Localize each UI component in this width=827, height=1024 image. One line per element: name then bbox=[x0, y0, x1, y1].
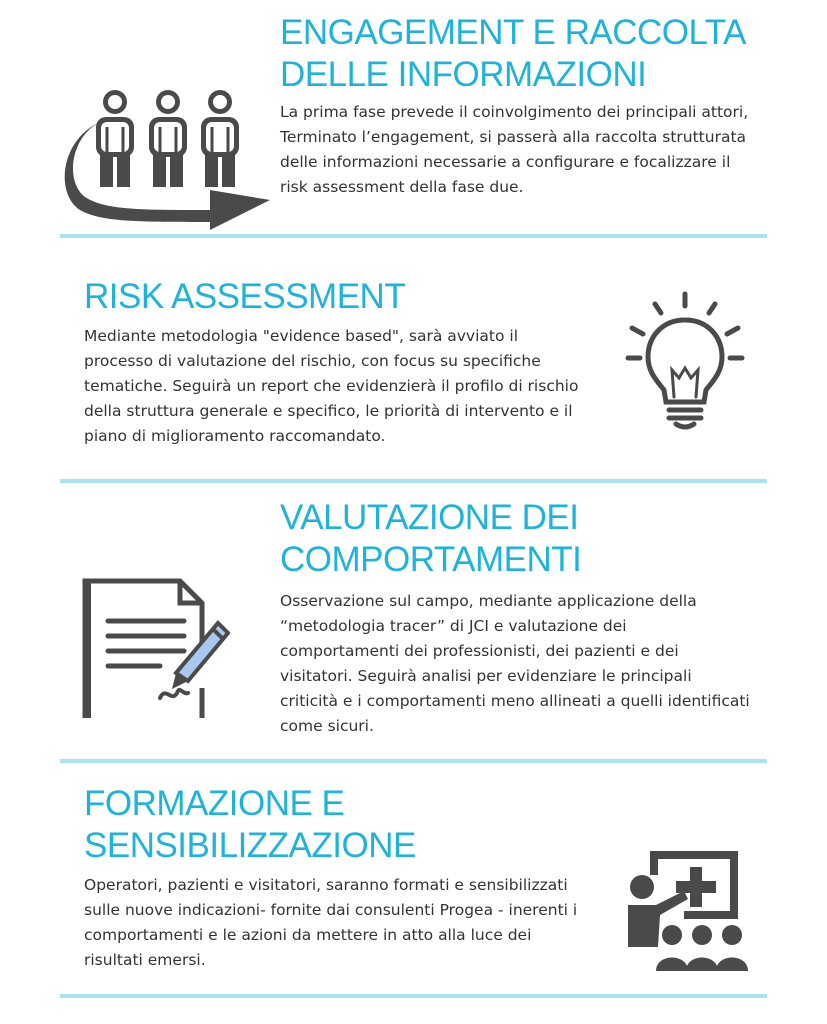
title-line: VALUTAZIONE DEI bbox=[280, 498, 579, 537]
section-risk-assessment bbox=[0, 240, 827, 485]
section-valutazione bbox=[0, 485, 827, 765]
lightbulb-icon bbox=[624, 290, 746, 432]
section-engagement bbox=[0, 0, 827, 240]
section-body: Operatori, pazienti e visitatori, saranno formati e sensibilizzati sulle nuove indicazioni- fornite dai consulenti Progea - inerenti i comportamenti e le azioni da mettere in atto alla luce dei risultati emersi. bbox=[84, 876, 578, 969]
document-signature-icon bbox=[80, 573, 230, 723]
section-divider bbox=[60, 994, 767, 998]
section-body: Mediante metodologia "evidence based", sarà avviato il processo di valutazione del rischio, con focus su specifiche tematiche. Seguirà un report che evidenzierà il profilo di rischio della struttura generale e specifico, le priorità di intervento e il piano di miglioramento raccomandato. bbox=[84, 327, 579, 445]
section-body: Osservazione sul campo, mediante applicazione della “metodologia tracer” di JCI e valutazione dei comportamenti dei professionisti, dei pazienti e dei visitatori. Seguirà analisi per evidenziare le principali criticità e i comportamenti meno allineati a quelli identificati come sicuri. bbox=[280, 592, 750, 735]
team-arrow-icon bbox=[60, 82, 278, 234]
section-body: La prima fase prevede il coinvolgimento dei principali attori, Terminato l’engagement, si passerà alla raccolta strutturata delle informazioni necessarie a configurare e focalizzare il risk assessment della fase due. bbox=[280, 103, 749, 196]
medical-training-icon bbox=[624, 847, 748, 973]
section-title bbox=[84, 783, 416, 867]
section-title bbox=[84, 276, 405, 318]
section-title bbox=[280, 12, 746, 96]
title-line: COMPORTAMENTI bbox=[280, 540, 582, 579]
section-divider bbox=[60, 234, 767, 238]
title-line: DELLE INFORMAZIONI bbox=[280, 55, 647, 94]
section-title bbox=[280, 497, 581, 581]
section-divider bbox=[60, 759, 767, 763]
section-divider bbox=[60, 479, 767, 483]
title-line: FORMAZIONE E bbox=[84, 784, 345, 823]
title-line: RISK ASSESSMENT bbox=[84, 277, 406, 316]
title-line: ENGAGEMENT E RACCOLTA bbox=[280, 13, 746, 52]
section-formazione bbox=[0, 765, 827, 1024]
title-line: SENSIBILIZZAZIONE bbox=[84, 826, 416, 865]
